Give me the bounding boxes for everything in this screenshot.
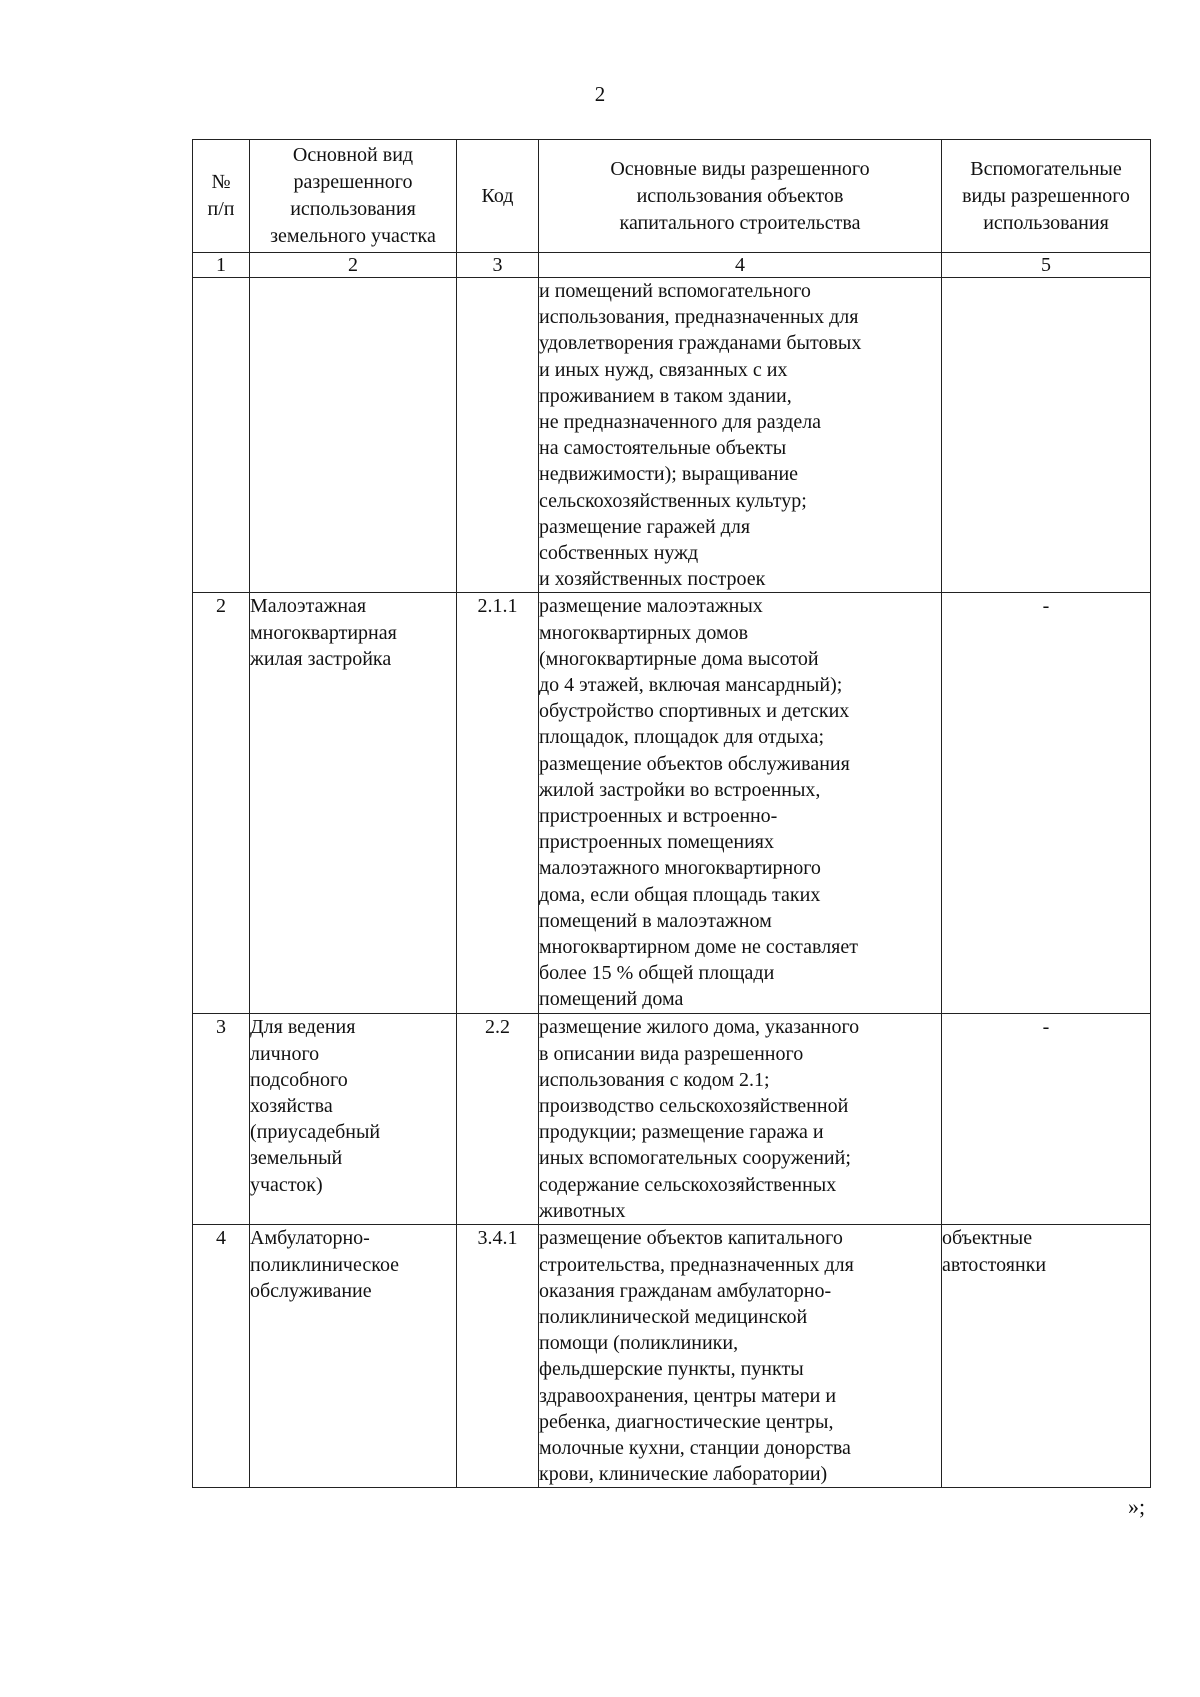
row-number <box>193 278 250 593</box>
row-number: 2 <box>193 593 250 1014</box>
land-use-type <box>250 278 457 593</box>
column-number-row <box>193 253 1151 278</box>
column-number: 2 <box>250 253 457 278</box>
table-row <box>193 1225 1151 1488</box>
header-auxiliary-use: Вспомогательные виды разрешенного использования <box>942 140 1151 253</box>
land-use-code: 3.4.1 <box>457 1225 539 1488</box>
land-use-description: размещение объектов капитального строительства, предназначенных для оказания гражданам амбулаторно- поликлинической медицинской помощи (поликлиники, фельдшерские пункты, пункты здравоохранения, центры матери и ребенка, диагностические центры, молочные кухни, станции донорства крови, клинические лаборатории) <box>539 1225 942 1488</box>
column-number: 1 <box>193 253 250 278</box>
table-row <box>193 593 1151 1014</box>
land-use-table <box>192 139 1151 1488</box>
land-use-description: и помещений вспомогательного использования, предназначенных для удовлетворения гражданами бытовых и иных нужд, связанных с их проживанием в таком здании, не предназначенного для раздела на самостоятельные объекты недвижимости); выращивание сельскохозяйственных культур; размещение гаражей для собственных нужд и хозяйственных построек <box>539 278 942 593</box>
land-use-description: размещение малоэтажных многоквартирных домов (многоквартирные дома высотой до 4 этажей, включая мансардный); обустройство спортивных и детских площадок, площадок для отдыха; размещение объектов обслуживания жилой застройки во встроенных, пристроенных и встроенно- пристроенных помещениях малоэтажного многоквартирного дома, если общая площадь таких помещений в малоэтажном многоквартирном доме не составляет более 15 % общей площади помещений дома <box>539 593 942 1014</box>
auxiliary-use: объектные автостоянки <box>942 1225 1151 1488</box>
land-use-type: Малоэтажная многоквартирная жилая застройка <box>250 593 457 1014</box>
row-number: 4 <box>193 1225 250 1488</box>
land-use-description: размещение жилого дома, указанного в описании вида разрешенного использования с кодом 2.1; производство сельскохозяйственной продукции; размещение гаража и иных вспомогательных сооружений; содержание сельскохозяйственных животных <box>539 1014 942 1225</box>
header-main-capital-use: Основные виды разрешенного использования объектов капитального строительства <box>539 140 942 253</box>
land-use-code: 2.2 <box>457 1014 539 1225</box>
land-use-type: Для ведения личного подсобного хозяйства (приусадебный земельный участок) <box>250 1014 457 1225</box>
column-number: 3 <box>457 253 539 278</box>
row-number: 3 <box>193 1014 250 1225</box>
header-number: № п/п <box>193 140 250 253</box>
table-row <box>193 1014 1151 1225</box>
table-row <box>193 278 1151 593</box>
land-use-type: Амбулаторно- поликлиническое обслуживание <box>250 1225 457 1488</box>
auxiliary-use: - <box>942 593 1151 1014</box>
column-number: 5 <box>942 253 1151 278</box>
auxiliary-use: - <box>942 1014 1151 1225</box>
auxiliary-use <box>942 278 1151 593</box>
page-number: 2 <box>594 82 606 106</box>
header-main-land-use: Основной вид разрешенного использования земельного участка <box>250 140 457 253</box>
table-header-row <box>193 140 1151 253</box>
land-use-code <box>457 278 539 593</box>
header-code: Код <box>457 140 539 253</box>
column-number: 4 <box>539 253 942 278</box>
land-use-code: 2.1.1 <box>457 593 539 1014</box>
closing-quote-mark: »; <box>1128 1494 1146 1519</box>
